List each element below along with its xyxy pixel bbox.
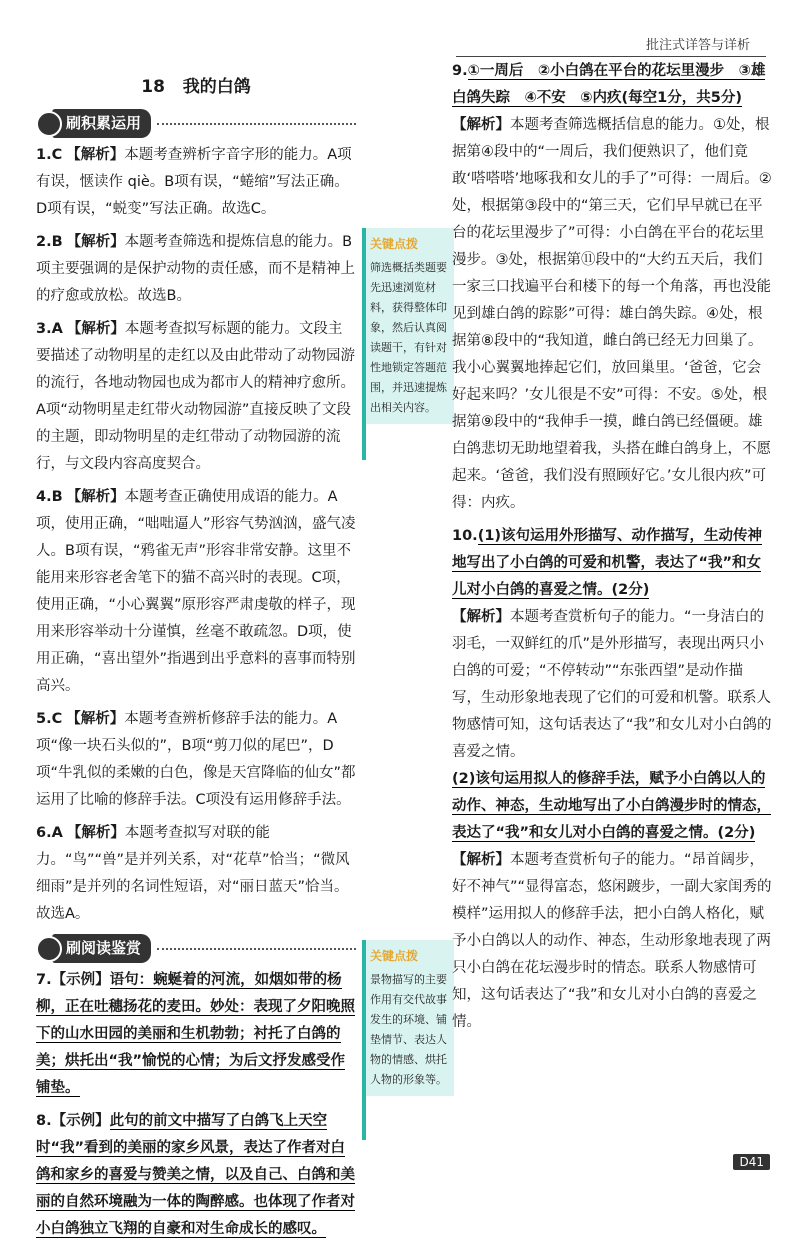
question-number: 10. (452, 528, 478, 544)
section-label: 刷积累运用 (52, 109, 151, 138)
question-number: 3. (36, 321, 52, 337)
question-1 (36, 142, 356, 223)
question-2 (36, 229, 356, 310)
answer-text: ①一周后 ②小白鸽在平台的花坛里漫步 ③雄白鸽失踪 ④不安 ⑤内疚(每空1分，共5分) (452, 63, 766, 106)
analysis-text: 本题考查赏析句子的能力。“昂首阔步，好不神气”“显得富态，悠闲踱步，一副大家闺秀的模样”运用拟人的修辞手法，把小白鸽人格化，赋予小白鸽以人的动作、神态，生动形象地表现了两只小白鸽在花坛漫步时的情态。联系人物感情可知，这句话表达了“我”和女儿对小白鸽的喜爱之情。 (452, 852, 772, 1030)
question-5 (36, 706, 356, 814)
lesson-number: 18 (141, 77, 165, 97)
page-number: D41 (733, 1154, 770, 1170)
analysis-tag: 【解析】 (66, 825, 125, 841)
analysis-tag: 【解析】 (66, 321, 125, 337)
section-header-1 (36, 109, 356, 138)
question-number: 9. (452, 63, 468, 79)
right-column (452, 58, 772, 1042)
question-10 (452, 523, 772, 1036)
answer-part-1: (1)该句运用外形描写、动作描写，生动传神地写出了小白鸽的可爱和机警，表达了“我”和女儿对小白鸽的喜爱之情。(2分) (452, 528, 763, 598)
question-7 (36, 967, 356, 1102)
answer-letter: A (51, 825, 63, 841)
tip-title: 关键点拨 (370, 237, 419, 251)
section-divider (157, 948, 356, 950)
analysis-tag: 【解析】 (452, 852, 510, 868)
lesson-name: 我的白鸽 (182, 77, 251, 97)
analysis-tag: 【解析】 (452, 117, 510, 133)
analysis-text: 本题考查拟写标题的能力。文段主要描述了动物明星的走红以及由此带动了动物园游的流行，各地动物园也成为都市人的精神疗愈所。A项“动物明星走红带火动物园游”直接反映了文段的主题，即动物明星的走红带动了动物园游的流行，与文段内容高度契合。 (36, 321, 355, 472)
analysis-text: 本题考查辨析字音字形的能力。A项有误，惬读作 qiè。B项有误，“蜷缩”写法正确。D项有误，“蜕变”写法正确。故选C。 (36, 147, 352, 217)
answer-letter: C (51, 147, 63, 163)
analysis-text: 本题考查筛选和提炼信息的能力。B项主要强调的是保护动物的责任感，而不是精神上的疗愈或放松。故选B。 (36, 234, 355, 304)
question-8 (36, 1108, 356, 1243)
answer-part-2: (2)该句运用拟人的修辞手法，赋予小白鸽以人的动作、神态，生动地写出了小白鸽漫步时的情态，表达了“我”和女儿对小白鸽的喜爱之情。(2分) (452, 771, 771, 841)
section-divider (157, 123, 356, 125)
example-text: 此句的前文中描写了白鸽飞上天空时“我”看到的美丽的家乡风景，表达了作者对白鸽和家乡的喜爱与赞美之情，以及自己、白鸽和美丽的自然环境融为一体的陶醉感。也体现了作者对小白鸽独立飞翔的自豪和对生命成长的感叹。 (36, 1113, 355, 1237)
analysis-text: 本题考查拟写对联的能力。“鸟”“兽”是并列关系，对“花草”恰当；“微风细雨”是并列的名词性短语，对“丽日蓝天”恰当。故选A。 (36, 825, 350, 922)
analysis-text: 本题考查正确使用成语的能力。A项，使用正确，“咄咄逼人”形容气势汹汹，盛气凌人。B项有误，“鸦雀无声”形容非常安静。这里不能用来形容老舍笔下的猫不高兴时的表现。C项，使用正确，“小心翼翼”原形容严肃虔敬的样子，现用来形容举动十分谨慎，丝毫不敢疏忽。D项，使用正确，“喜出望外”指遇到出乎意料的喜事而特别高兴。 (36, 489, 356, 694)
example-text: 语句：蜿蜒着的河流，如烟如带的杨柳，正在吐穗扬花的麦田。妙处：表现了夕阳晚照下的山水田园的美丽和生机勃勃；衬托了白鸽的美；烘托出“我”愉悦的心情；为后文抒发感受作铺垫。 (36, 972, 355, 1096)
section-badge-icon (36, 111, 62, 137)
answer-letter: B (51, 489, 63, 505)
answer-letter: C (51, 711, 63, 727)
analysis-tag: 【解析】 (66, 489, 125, 505)
left-column (36, 70, 356, 1249)
analysis-tag: 【解析】 (66, 711, 125, 727)
example-tag: 【示例】 (51, 972, 110, 988)
running-header: 批注式详答与详析 (645, 38, 750, 53)
question-number: 7. (36, 972, 52, 988)
tip-text: 筛选概括类题要先迅速浏览材料，获得整体印象，然后认真阅读题干，有针对性地锁定答题范围，并迅速提炼出相关内容。 (370, 261, 447, 414)
question-number: 2. (36, 234, 52, 250)
tip-box-2 (366, 940, 454, 1096)
tip-text: 景物描写的主要作用有交代故事发生的环境、铺垫情节、表达人物的情感、烘托人物的形象等。 (370, 973, 447, 1086)
question-number: 5. (36, 711, 52, 727)
section-badge-icon (36, 936, 62, 962)
tip-title: 关键点拨 (370, 949, 419, 963)
question-6 (36, 820, 356, 928)
question-3 (36, 316, 356, 478)
analysis-text: 本题考查辨析修辞手法的能力。A项“像一块石头似的”，B项“剪刀似的尾巴”，D项“牛乳似的柔嫩的白色，像是天宫降临的仙女”都运用了比喻的修辞手法。C项没有运用修辞手法。 (36, 711, 356, 808)
header-rule (456, 56, 766, 57)
question-number: 4. (36, 489, 52, 505)
section-header-2 (36, 934, 356, 963)
analysis-tag: 【解析】 (452, 609, 510, 625)
analysis-tag: 【解析】 (66, 147, 125, 163)
question-number: 6. (36, 825, 52, 841)
question-number: 8. (36, 1113, 52, 1129)
analysis-text: 本题考查赏析句子的能力。“一身洁白的羽毛，一双鲜红的爪”是外形描写，表现出两只小白鸽的可爱；“不停转动”“东张西望”是动作描写，生动形象地表现了它们的可爱和机警。联系人物感情可知，这句话表达了“我”和女儿对小白鸽的喜爱之情。 (452, 609, 772, 760)
analysis-text: 本题考查筛选概括信息的能力。①处，根据第④段中的“一周后，我们便熟识了，他们竟敢‘嗒嗒嗒’地啄我和女儿的手了”可得：一周后。②处，根据第③段中的“第三天，它们早早就已在平台的花坛里漫步了”可得：小白鸽在平台的花坛里漫步。③处，根据第⑪段中的“大约五天后，我们一家三口找遍平台和楼下的每一个角落，再也没能见到雄白鸽的踪影”可得：雄白鸽失踪。④处，根据第⑧段中的“我知道，雌白鸽已经无力回巢了。我小心翼翼地捧起它们，放回巢里。‘爸爸，它会好起来吗？’女儿很是不安”可得：不安。⑤处，根据第⑨段中的“我伸手一摸，雌白鸽已经僵硬。雄白鸽悲切无助地望着我，头搭在雌白鸽身上，不愿起来。‘爸爸，我们没有照顾好它。’女儿很内疚”可得：内疚。 (452, 117, 772, 511)
answer-letter: B (51, 234, 63, 250)
section-label: 刷阅读鉴赏 (52, 934, 151, 963)
answer-letter: A (51, 321, 63, 337)
tip-box-1 (366, 228, 454, 424)
question-9 (452, 58, 772, 517)
question-4 (36, 484, 356, 700)
question-number: 1. (36, 147, 52, 163)
analysis-tag: 【解析】 (66, 234, 125, 250)
example-tag: 【示例】 (51, 1113, 110, 1129)
lesson-title (36, 74, 356, 101)
